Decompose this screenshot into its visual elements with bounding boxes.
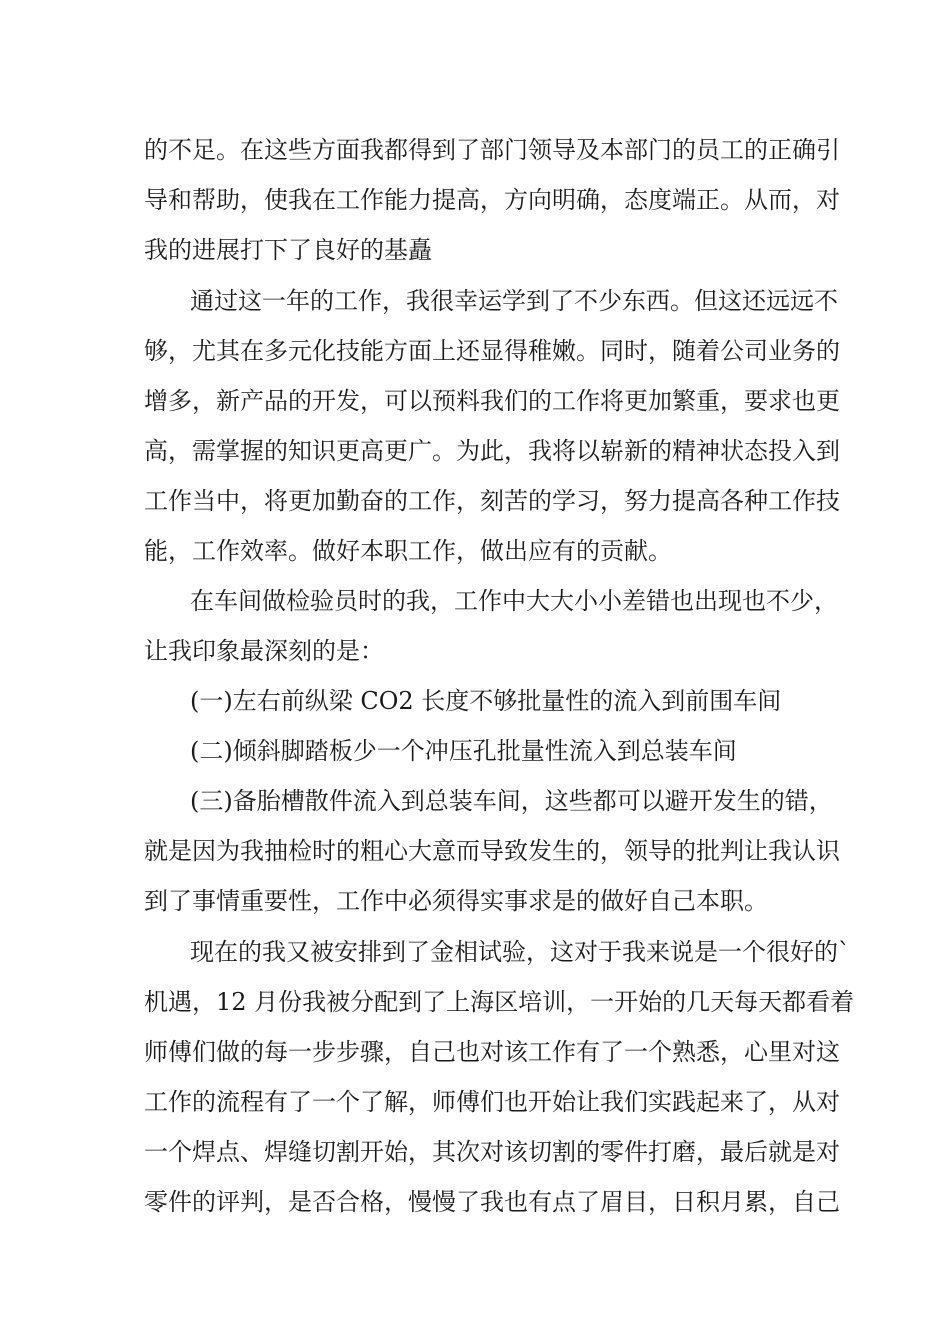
text-line: 工作的流程有了一个了解，师傅们也开始让我们实践起来了，从对 xyxy=(144,1088,840,1116)
text-line: 导和帮助，使我在工作能力提高，方向明确，态度端正。从而，对 xyxy=(144,186,840,214)
list-item: (一)左右前纵梁 CO2 长度不够批量性的流入到前围车间 xyxy=(190,687,782,715)
list-item: (二)倾斜脚踏板少一个冲压孔批量性流入到总装车间 xyxy=(190,737,737,765)
text-line: 增多，新产品的开发，可以预料我们的工作将更加繁重，要求也更 xyxy=(144,387,840,415)
paragraph-first-line: 现在的我又被安排到了金相试验，这对于我来说是一个很好的` xyxy=(190,938,850,966)
text-line: 师傅们做的每一步步骤，自己也对该工作有了一个熟悉，心里对这 xyxy=(144,1038,840,1066)
text-line: 机遇，12 月份我被分配到了上海区培训，一开始的几天每天都看着 xyxy=(144,988,855,1016)
text-line: 够，尤其在多元化技能方面上还显得稚嫩。同时，随着公司业务的 xyxy=(144,337,840,365)
text-line: 一个焊点、焊缝切割开始，其次对该切割的零件打磨，最后就是对 xyxy=(144,1138,840,1166)
text-line: 零件的评判，是否合格，慢慢了我也有点了眉目，日积月累，自己 xyxy=(144,1188,840,1216)
text-line: 我的进展打下了良好的基矗 xyxy=(144,236,432,264)
text-line: 到了事情重要性，工作中必须得实事求是的做好自己本职。 xyxy=(144,887,768,915)
list-item: (三)备胎槽散件流入到总装车间，这些都可以避开发生的错， xyxy=(190,787,833,815)
text-line: 的不足。在这些方面我都得到了部门领导及本部门的员工的正确引 xyxy=(144,136,840,164)
paragraph-first-line: 在车间做检验员时的我，工作中大大小小差错也出现也不少， xyxy=(190,587,838,615)
text-line: 就是因为我抽检时的粗心大意而导致发生的，领导的批判让我认识 xyxy=(144,837,840,865)
text-line: 高，需掌握的知识更高更广。为此，我将以崭新的精神状态投入到 xyxy=(144,437,840,465)
text-line: 能，工作效率。做好本职工作，做出应有的贡献。 xyxy=(144,537,672,565)
text-line: 让我印象最深刻的是： xyxy=(144,637,384,665)
paragraph-first-line: 通过这一年的工作，我很幸运学到了不少东西。但这还远远不 xyxy=(190,287,838,315)
text-line: 工作当中，将更加勤奋的工作，刻苦的学习，努力提高各种工作技 xyxy=(144,487,840,515)
